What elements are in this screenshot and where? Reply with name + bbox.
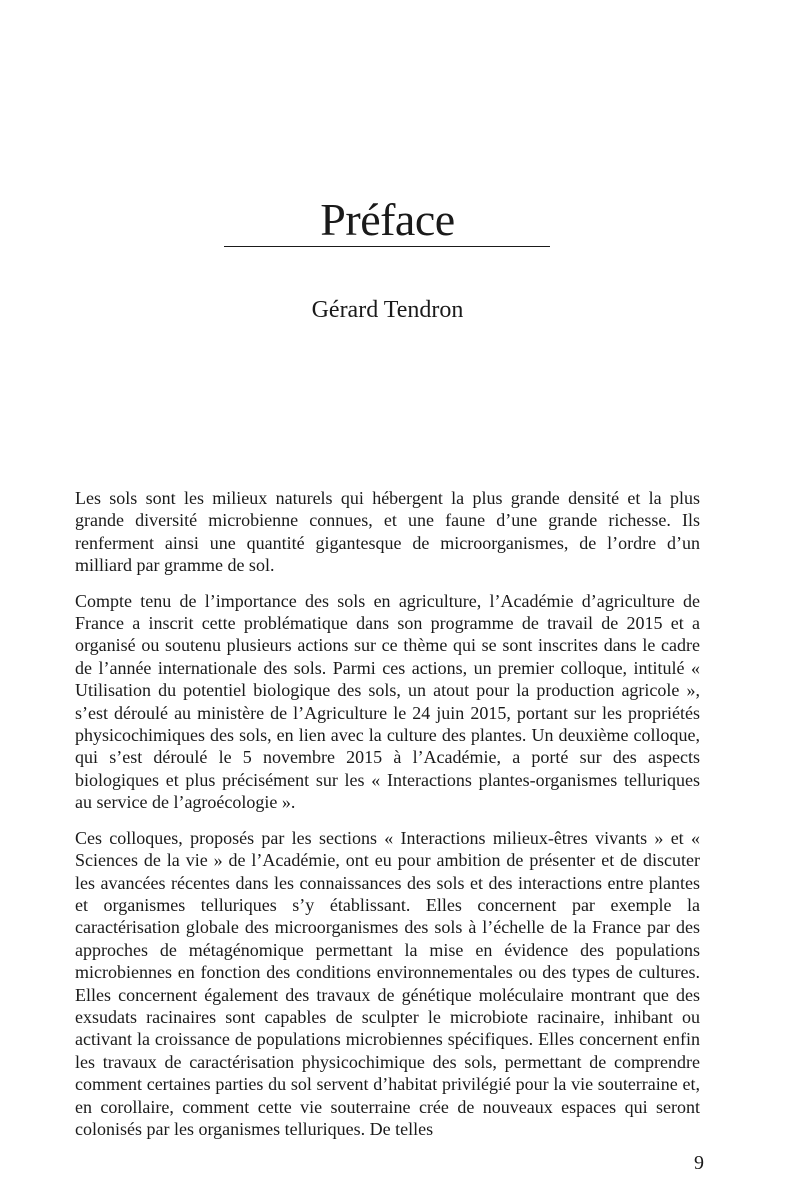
paragraph-2: Compte tenu de l’importance des sols en agriculture, l’Académie d’agriculture de France a inscrit cette problématique dans son programme de travail de 2015 et a organisé ou soutenu plusieurs actions sur ce thème qui se sont inscrites dans le cadre de l’année internationale des sols. Parmi ces actions, un premier colloque, intitulé « Utilisation du potentiel biologique des sols, un atout pour la production agricole », s’est déroulé au ministère de l’Agriculture le 24 juin 2015, portant sur les propriétés physicochimiques des sols, en lien avec la culture des plantes. Un deuxième colloque, qui s’est déroulé le 5 novembre 2015 à l’Académie, a porté sur des aspects biologiques et plus précisément sur les « Interactions plantes-organismes telluriques au service de l’agroécologie ». (75, 590, 700, 813)
page-number: 9 (694, 1152, 704, 1174)
title-underline-divider (224, 246, 550, 247)
paragraph-1: Les sols sont les milieux naturels qui hébergent la plus grande densité et la plus grande diversité microbienne connues, et une faune d’une grande richesse. Ils renferment ainsi une quantité gigantesque de microorganismes, de l’ordre d’un milliard par gramme de sol. (75, 488, 700, 576)
author-name: Gérard Tendron (311, 297, 464, 323)
body-text (75, 487, 700, 1153)
page-title: Préface (320, 194, 455, 245)
paragraph-3: Ces colloques, proposés par les sections « Interactions milieux-êtres vivants » et « Sciences de la vie » de l’Académie, ont eu pour ambition de présenter et de discuter les avancées récentes dans les connaissances des sols et des interactions entre plantes et organismes telluriques s’y établissant. Elles concernent par exemple la caractérisation globale des microorganismes des sols à l’échelle de la France par des approches de métagénomique permettant la mise en évidence des populations microbiennes en fonction des conditions environnementales ou des types de cultures. Elles concernent également des travaux de génétique moléculaire montrant que des exsudats racinaires sont capables de sculpter le microbiote racinaire, inhibant ou activant la croissance de populations microbiennes spécifiques. Elles concernent enfin les travaux de caractérisation physicochimique des sols, permettant de comprendre comment certaines parties du sol servent d’habitat privilégié pour la vie souterraine et, en corollaire, comment cette vie souterraine crée de nouveaux espaces qui seront colonisés par les organismes telluriques. De telles (75, 827, 700, 1139)
